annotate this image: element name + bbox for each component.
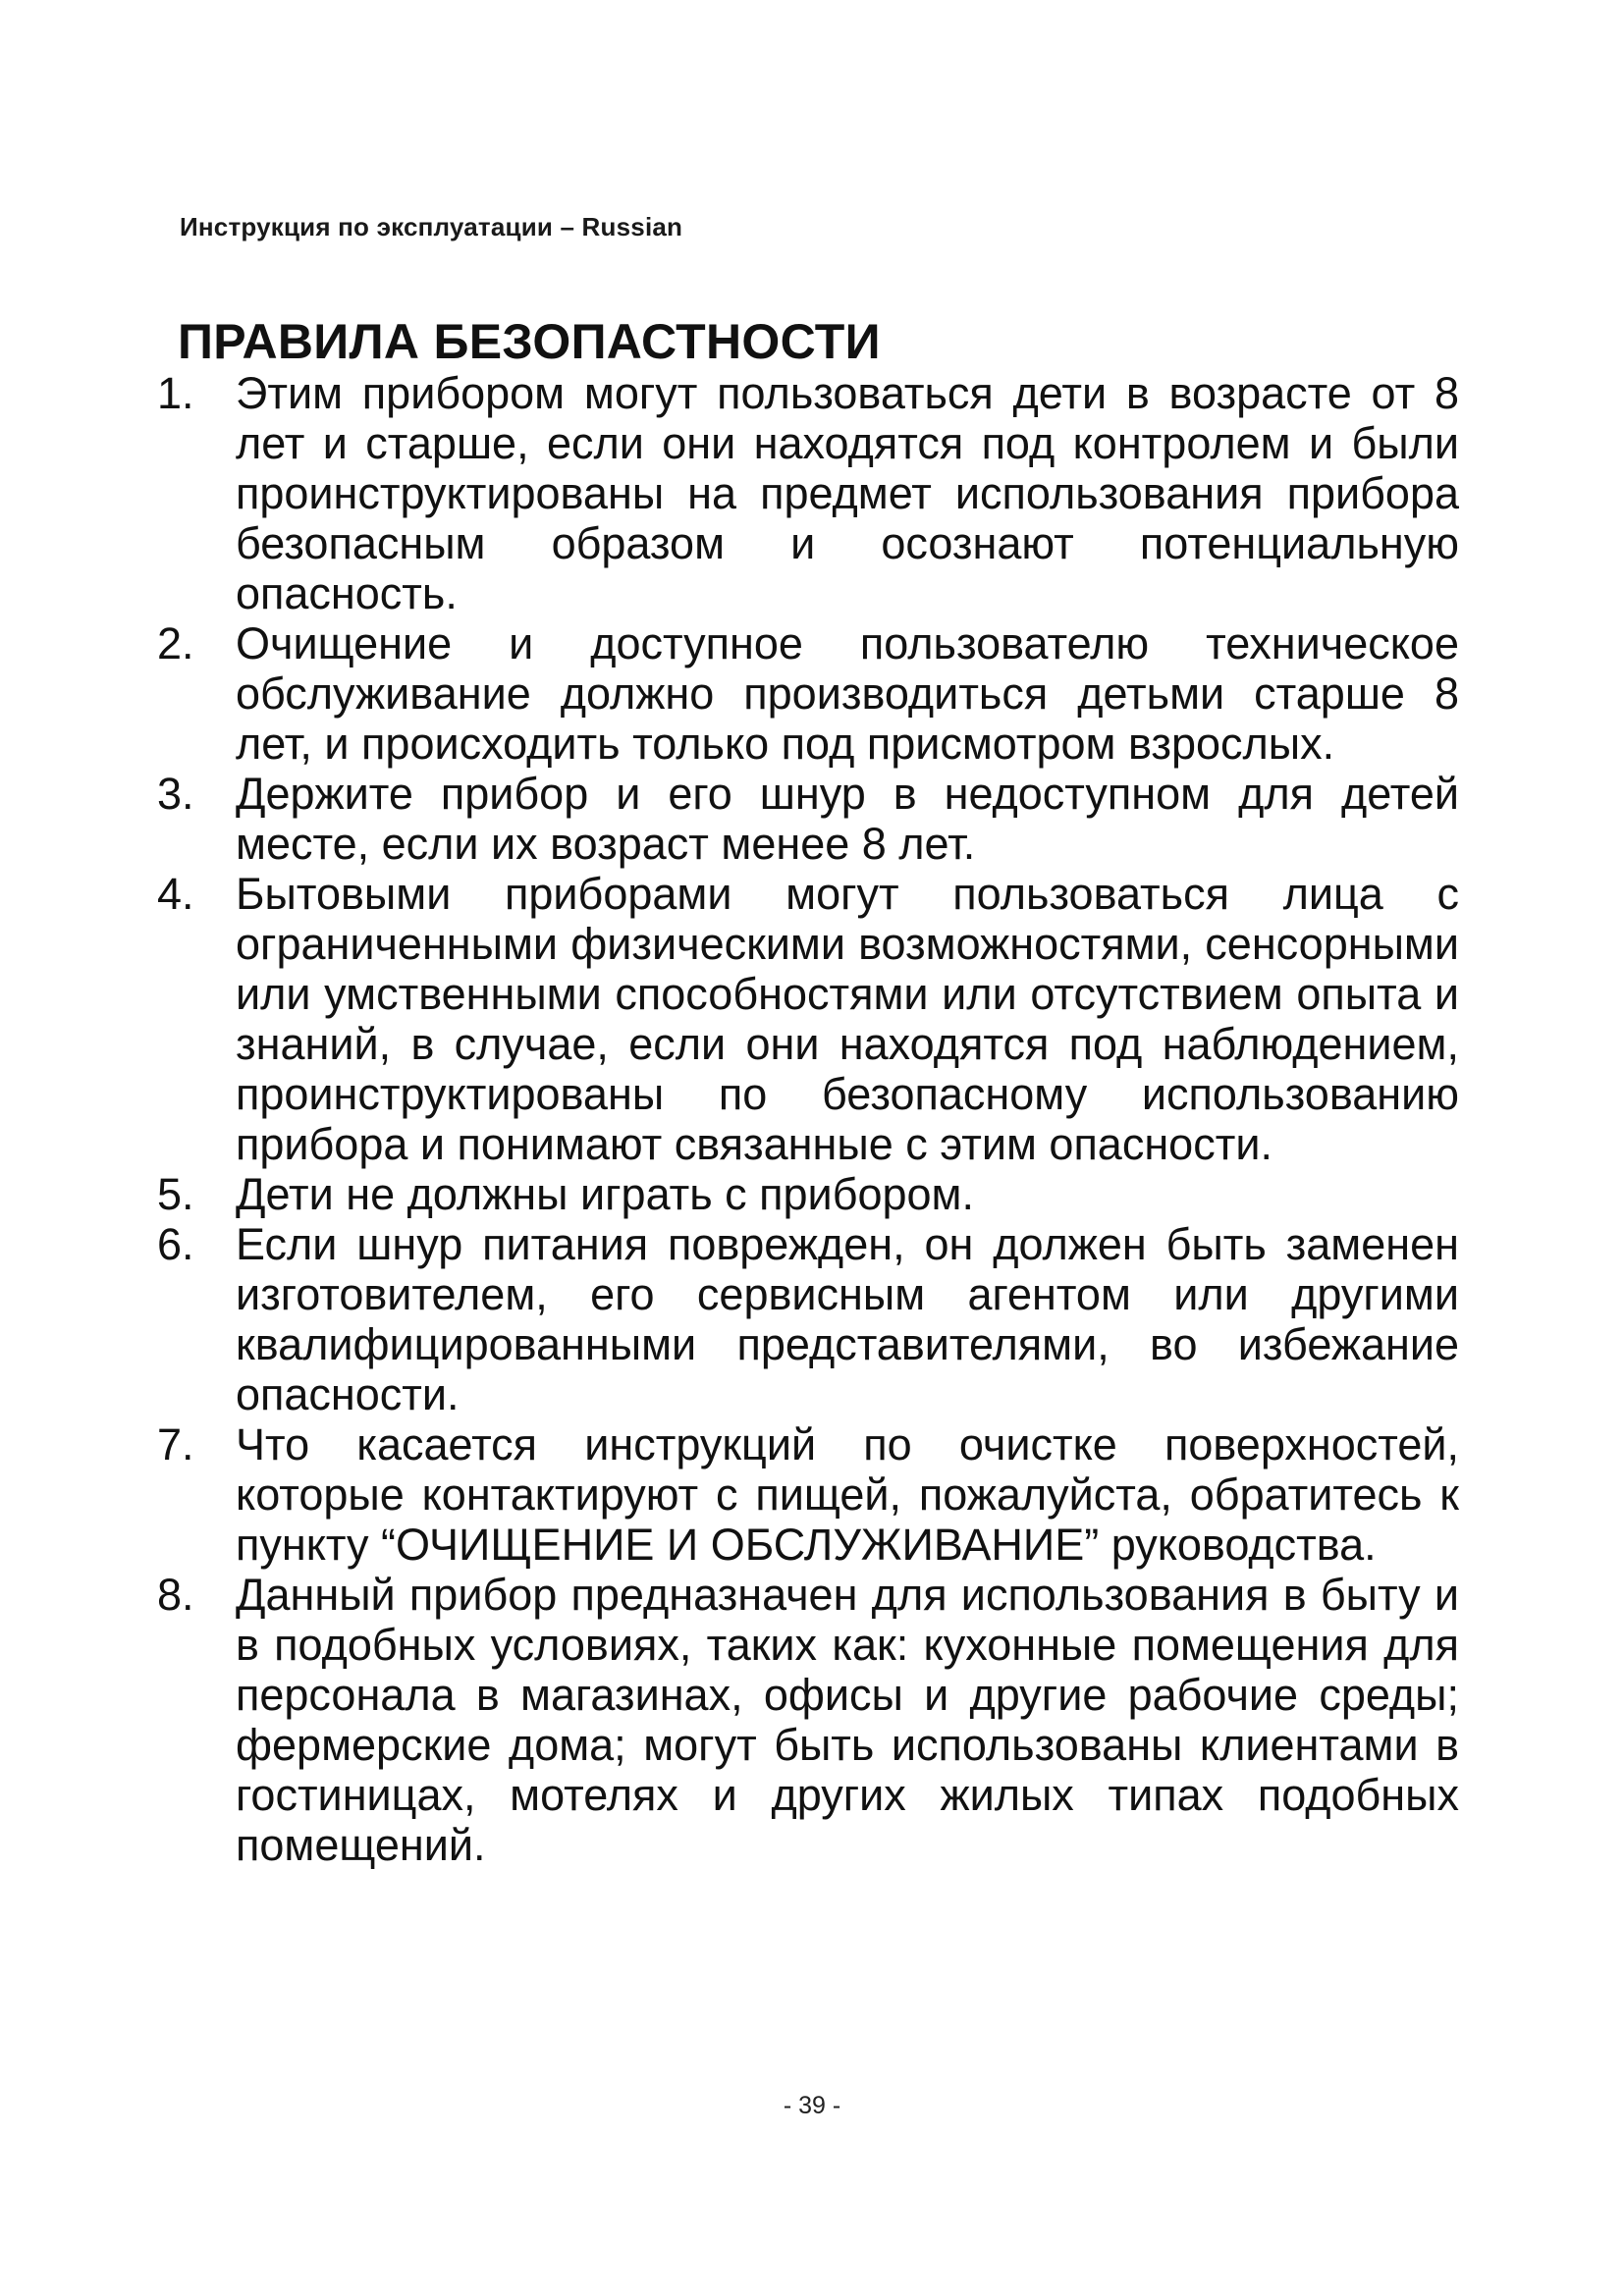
- safety-rule-item: [0, 869, 1459, 1169]
- safety-rules-list: [0, 368, 1624, 1870]
- safety-rule-item: [0, 1419, 1459, 1570]
- rule-number: 2.: [157, 618, 194, 668]
- rule-text: Что касается инструкций по очистке поверхностей, которые контактируют с пищей, пожалуйста, обратитесь к пункту “ОЧИЩЕНИЕ И ОБСЛУЖИВАНИЕ” руководства.: [236, 1419, 1459, 1570]
- page-number: - 39 -: [783, 2092, 841, 2119]
- rule-number: 1.: [157, 368, 194, 418]
- rule-text: Очищение и доступное пользователю техническое обслуживание должно производиться детьми старше 8 лет, и происходить только под присмотром взрослых.: [236, 618, 1459, 769]
- rule-text: Держите прибор и его шнур в недоступном для детей месте, если их возраст менее 8 лет.: [236, 769, 1459, 869]
- rule-text: Если шнур питания поврежден, он должен быть заменен изготовителем, его сервисным агентом или другими квалифицированными представителями, во избежание опасности.: [236, 1219, 1459, 1419]
- safety-rule-item: [0, 1219, 1459, 1419]
- rule-number: 7.: [157, 1419, 194, 1469]
- section-title: ПРАВИЛА БЕЗОПАСТНОСТИ: [178, 314, 881, 369]
- rule-number: 4.: [157, 869, 194, 919]
- rule-text: Данный прибор предназначен для использования в быту и в подобных условиях, таких как: кухонные помещения для персонала в магазинах, офисы и другие рабочие среды; фермерские дома; могут быть использованы клиентами в гостиницах, мотелях и других жилых типах подобных помещений.: [236, 1570, 1459, 1870]
- rule-number: 5.: [157, 1169, 194, 1219]
- running-header: Инструкция по эксплуатации – Russian: [180, 212, 683, 241]
- safety-rule-item: [0, 1570, 1459, 1870]
- rule-text: Этим прибором могут пользоваться дети в возрасте от 8 лет и старше, если они находятся под контролем и были проинструктированы на предмет использования прибора безопасным образом и осознают потенциальную опасность.: [236, 368, 1459, 618]
- rule-number: 3.: [157, 769, 194, 819]
- safety-rule-item: [0, 618, 1459, 769]
- safety-rule-item: [0, 769, 1459, 869]
- rule-text: Дети не должны играть с прибором.: [236, 1169, 974, 1219]
- rule-number: 8.: [157, 1570, 194, 1620]
- safety-rule-item: [0, 1169, 1459, 1219]
- rule-number: 6.: [157, 1219, 194, 1269]
- rule-text: Бытовыми приборами могут пользоваться лица с ограниченными физическими возможностями, сенсорными или умственными способностями или отсутствием опыта и знаний, в случае, если они находятся под наблюдением, проинструктированы по безопасному использованию прибора и понимают связанные с этим опасности.: [236, 869, 1459, 1169]
- safety-rule-item: [0, 368, 1459, 618]
